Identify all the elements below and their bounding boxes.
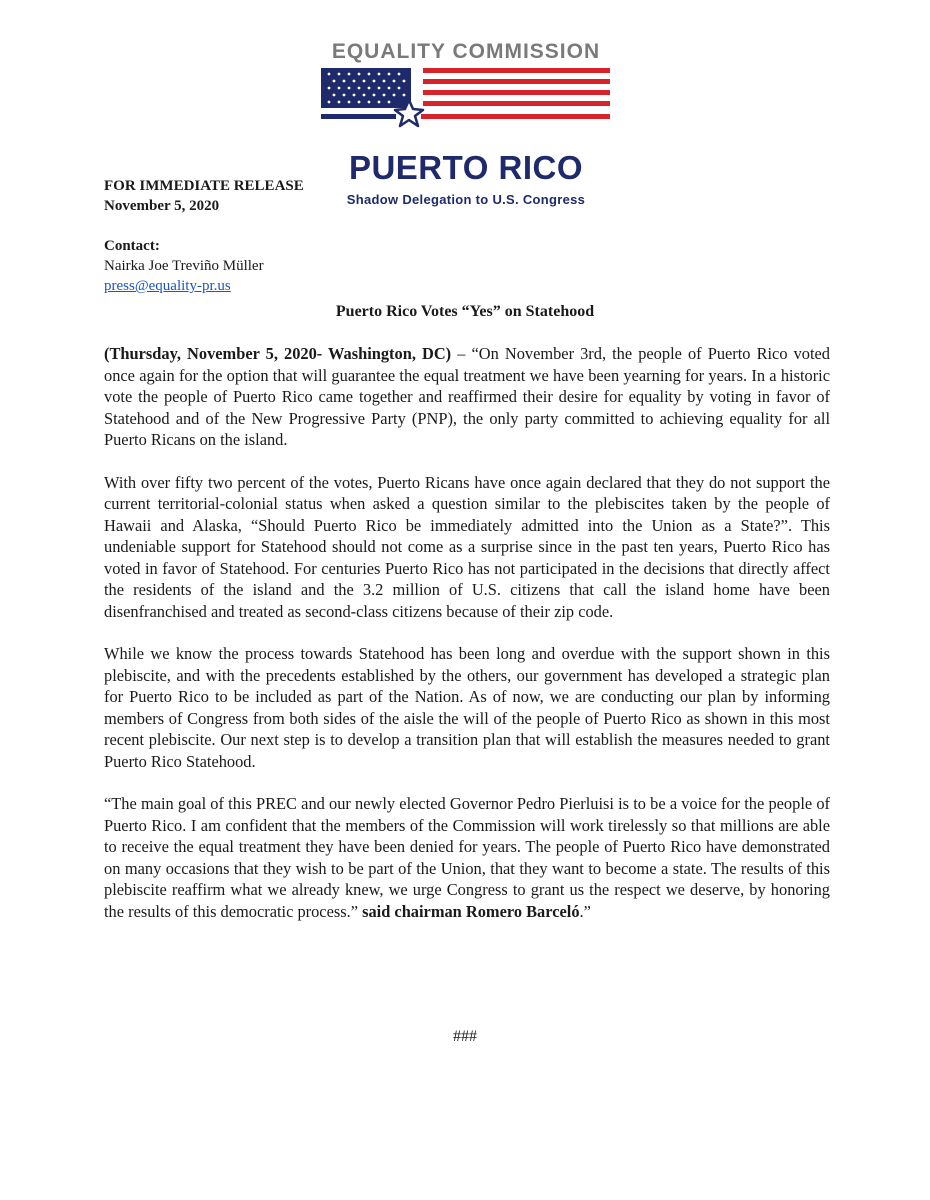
release-label: FOR IMMEDIATE RELEASE bbox=[104, 178, 304, 194]
contact-label: Contact: bbox=[104, 238, 160, 254]
dateline: (Thursday, November 5, 2020- Washington, DC) bbox=[104, 344, 452, 363]
contact-email-link[interactable]: press@equality-pr.us bbox=[104, 278, 231, 294]
quote-end: .” bbox=[579, 901, 591, 921]
logo-subtitle-text: Shadow Delegation to U.S. Congress bbox=[346, 192, 586, 207]
press-headline: Puerto Rico Votes “Yes” on Statehood bbox=[335, 303, 595, 320]
paragraph-1 bbox=[104, 343, 830, 451]
paragraph-2: With over fifty two percent of the votes, Puerto Ricans have once again declared that they do not support the current territorial-colonial status when asked a question similar to the plebiscites taken by the people of Hawaii and Alaska, “Should Puerto Rico be immediately admitted into the Union as a State?”. This undeniable support for Statehood should not come as a surprise since in the past ten years, Puerto Rico has voted in favor of Statehood. For centuries Puerto Rico has not participated in the decisions that directly affect the residents of the island and the 3.2 million of U.S. citizens that call the island home have been disenfranchised and treated as second-class citizens because of their zip code. bbox=[104, 472, 830, 621]
organization-logo bbox=[318, 40, 614, 207]
release-meta bbox=[104, 176, 304, 296]
release-body bbox=[104, 343, 830, 943]
quote-attribution: said chairman Romero Barceló bbox=[362, 901, 580, 921]
paragraph-4 bbox=[104, 793, 830, 922]
contact-name: Nairka Joe Treviño Müller bbox=[104, 258, 264, 274]
logo-organization-text: EQUALITY COMMISSION bbox=[331, 40, 601, 63]
logo-name-text: PUERTO RICO bbox=[348, 149, 584, 186]
paragraph-3: While we know the process towards Statehood has been long and overdue with the support shown in this plebiscite, and with the precedents established by the others, our government has developed a strategic plan for Puerto Rico to be included as part of the Nation. As of now, we are conducting our plan by informing members of Congress from both sides of the aisle the will of the people of Puerto Rico as shown in this most recent plebiscite. Our next step is to develop a transition plan that will establish the measures needed to grant Puerto Rico Statehood. bbox=[104, 644, 830, 771]
release-date: November 5, 2020 bbox=[104, 198, 220, 214]
quote-text: “The main goal of this PREC and our newly elected Governor Pedro Pierluisi is to be a voice for the people of Puerto Rico. I am confident that the members of the Commission will work tirelessly so that millions are able to receive the equal treatment they have been denied for years. The people of Puerto Rico have demonstrated on many occasions that they wish to be part of the Union, that they want to become a state. The results of this plebiscite reaffirm what we already knew, we urge Congress to grant us the respect we deserve, by honoring the results of this democratic process.” bbox=[104, 794, 830, 921]
flag-emblem bbox=[321, 68, 610, 146]
paragraph-1-text: – “On November 3rd, the people of Puerto Rico voted once again for the option that will guarantee the equal treatment we have been yearning for years. In a historic vote the people of Puerto Rico came together and reaffirmed their desire for equality by voting in favor of Statehood and of the New Progressive Party (PNP), the only party committed to achieving equality for all Puerto Ricans on the island. bbox=[104, 344, 831, 449]
end-mark: ### bbox=[453, 1028, 477, 1045]
